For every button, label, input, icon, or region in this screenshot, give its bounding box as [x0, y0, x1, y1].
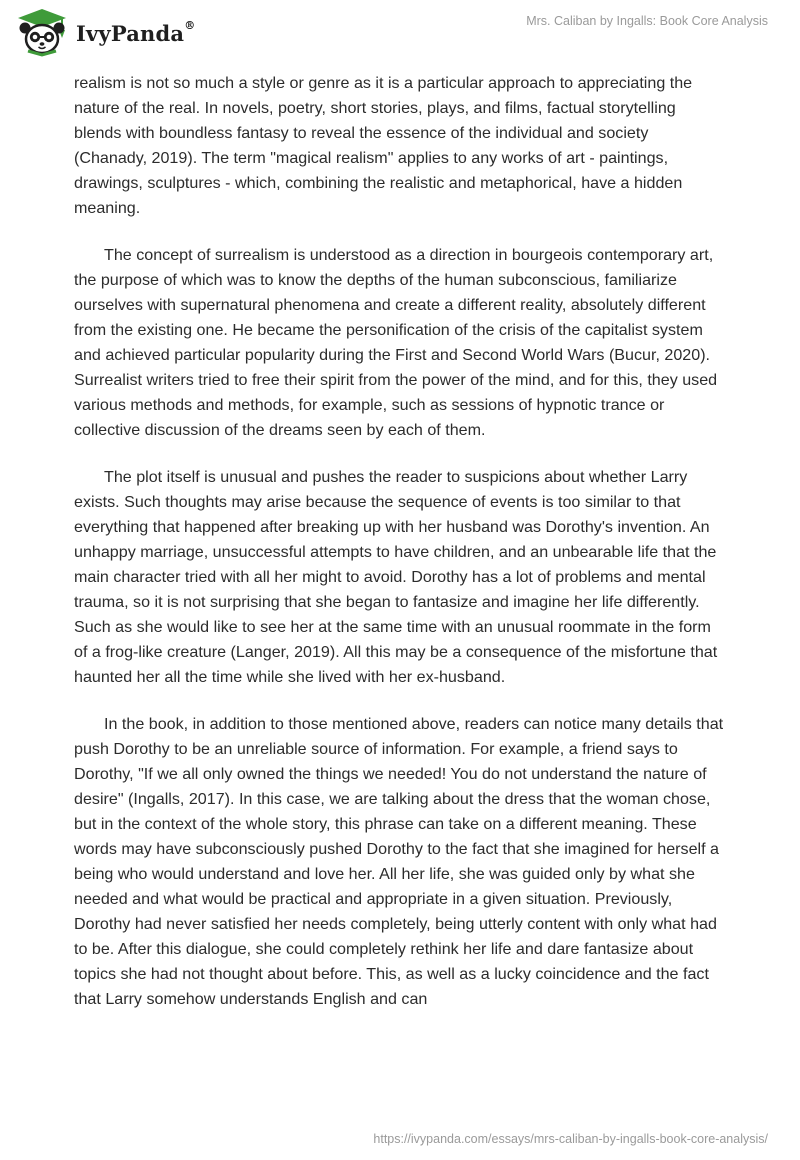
brand-name: IvyPanda®: [76, 18, 196, 46]
document-title: Mrs. Caliban by Ingalls: Book Core Analysis: [526, 14, 768, 28]
ivypanda-logo[interactable]: [14, 7, 195, 57]
panda-graduate-icon: [14, 7, 70, 57]
paragraph-1: realism is not so much a style or genre as it is a particular approach to appreciating the nature of the real. In novels, poetry, short stories, plays, and films, factual storytelling blends with boundless fantasy to reveal the essence of the individual and society (Chanady, 2019). The term "magical realism" applies to any works of art - paintings, drawings, sculptures - which, combining the realistic and metaphorical, have a hidden meaning.: [74, 74, 693, 217]
paragraph-2: The concept of surrealism is understood as a direction in bourgeois contemporary art, the purpose of which was to know the depths of the human subconscious, familiarize ourselves with supernatural phenomena and create a different reality, absolutely different from the existing one. He became the personification of the crisis of the capitalist system and achieved particular popularity during the First and Second World Wars (Bucur, 2020). Surrealist writers tried to free their spirit from the power of the mind, and for this, they used various methods and methods, for example, such as sessions of hypnotic trance or collective discussion of the dreams seen by each of them.: [74, 246, 718, 439]
registered-mark: ®: [184, 18, 196, 32]
page-header: [0, 0, 800, 64]
source-url-link[interactable]: https://ivypanda.com/essays/mrs-caliban-by-ingalls-book-core-analysis/: [373, 1132, 768, 1146]
paragraph-3: The plot itself is unusual and pushes the reader to suspicions about whether Larry exists. Such thoughts may arise because the sequence of events is too similar to that everything that happened after breaking up with her husband was Dorothy's invention. An unhappy marriage, unsuccessful attempts to have children, and an unbearable life that the main character tried with all her might to avoid. Dorothy has a lot of problems and mental trauma, so it is not surprising that she began to fantasize and imagine her life differently. Such as she would like to see her at the same time with an unusual roommate in the form of a frog-like creature (Langer, 2019). All this may be a consequence of the misfortune that haunted her all the time while she lived with her ex-husband.: [74, 468, 718, 686]
paragraph-4: In the book, in addition to those mentioned above, readers can notice many details that push Dorothy to be an unreliable source of information. For example, a friend says to Dorothy, "If we all only owned the things we needed! You do not understand the nature of desire" (Ingalls, 2017). In this case, we are talking about the dress that the woman chose, but in the context of the whole story, this phrase can take on a different meaning. These words may have subconsciously pushed Dorothy to the fact that she imagined for herself a being who would understand and love her. All her life, she was guided only by what she needed and what would be practical and appropriate in a given situation. Previously, Dorothy had never satisfied her needs completely, being utterly content with only what had to be. After this dialogue, she could completely rethink her life and dare fantasize about topics she had not thought about before. This, as well as a lucky coincidence and the fact that Larry somehow understands English and can: [74, 715, 724, 1008]
essay-body: [74, 71, 724, 1034]
